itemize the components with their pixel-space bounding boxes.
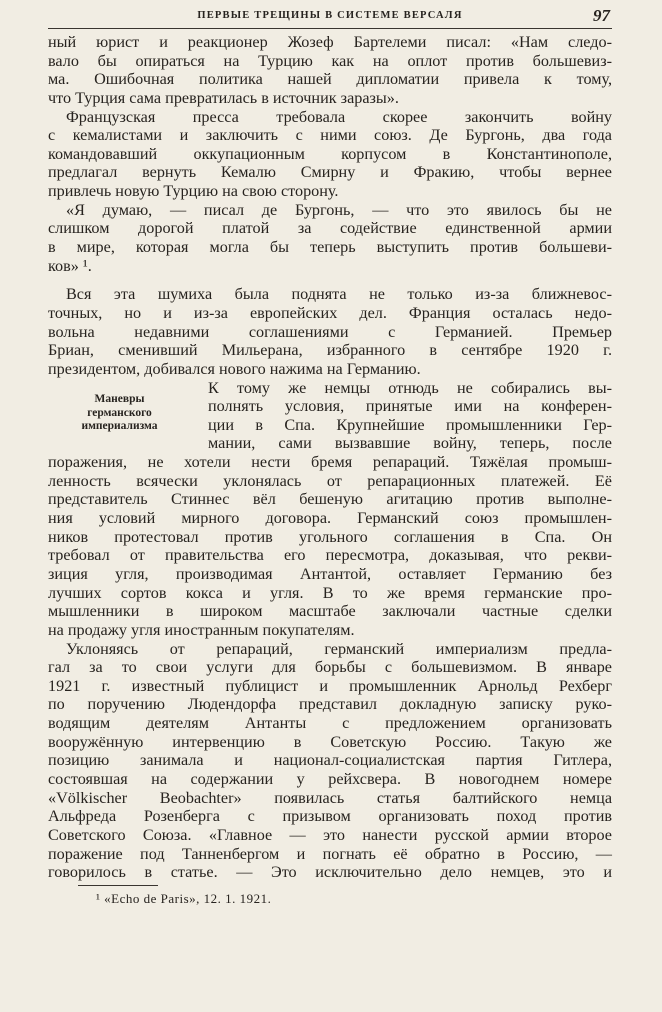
text-line: предлагал вернуть Кемалю Смирну и Фракию, чтобы вернее <box>48 163 612 182</box>
text-line: ции в Спа. Крупнейшие промышленники Гер- <box>208 415 612 434</box>
text-line: по поручению Людендорфа представил докладную записку руко- <box>48 695 612 714</box>
text-line: Бриан, сменивший Мильерана, избранного в сентябре 1920 г. <box>48 341 612 360</box>
text-line: ников протестовал против угольного соглашения в Спа. Он <box>48 527 612 546</box>
text-line: на продажу угля иностранным покупателям. <box>48 620 355 639</box>
text-line: 1921 г. известный публицист и промышленник Арнольд Рехберг <box>48 676 612 695</box>
text-line: зиция угля, производимая Антантой, оставляет Германию без <box>48 564 612 583</box>
text-line: гал за то свои услуги для борьбы с большевизмом. В январе <box>48 658 612 677</box>
text-line: требовал от правительства его пересмотра, доказывая, что рекви- <box>48 546 612 565</box>
text-line: поражения, не хотели нести бремя репараций. Тяжёлая промыш- <box>48 453 612 472</box>
text-line: позицию занимала и национал-социалистская партия Гитлера, <box>48 751 612 770</box>
text-line: Уклоняясь от репараций, германский империализм предла- <box>66 639 612 658</box>
text-line: президентом, добивался нового нажима на Германию. <box>48 359 421 378</box>
text-line: состоявшая на содержании у рейхсвера. В новогоднем номере <box>48 769 612 788</box>
text-line: Альфреда Розенберга с призывом организовать поход против <box>48 807 612 826</box>
text-line: ленность всячески уклонялась от репарационных платежей. Её <box>48 471 612 490</box>
text-line: с кемалистами и заключить с ними союз. Де Бургонь, два года <box>48 126 612 145</box>
margin-note-line: Маневры <box>94 393 145 405</box>
text-line: вооружённую интервенцию в Советскую Россию. Такую же <box>48 732 612 751</box>
text-line: полнять условия, принятые ими на конферен- <box>208 397 612 416</box>
text-line: поражение под Танненбергом и погнать её обратно в Россию, — <box>48 844 612 863</box>
text-line: слишком дорогой платой за содействие единственной армии <box>48 219 612 238</box>
text-line: Советского Союза. «Главное — это нанести русской армии второе <box>48 825 612 844</box>
text-line: вало бы опираться на Турцию как на оплот против большевиз- <box>48 51 612 70</box>
footnote: ¹ «Echo de Paris», 12. 1. 1921. <box>96 891 272 906</box>
text-line: «Völkischer Beobachter» появилась статья балтийского немца <box>48 788 612 807</box>
text-line: К тому же немцы отнюдь не собирались вы- <box>208 378 612 397</box>
running-title: ПЕРВЫЕ ТРЕЩИНЫ В СИСТЕМЕ ВЕРСАЛЯ <box>197 10 463 21</box>
text-line: ный юрист и реакционер Жозеф Бартелеми писал: «Нам следо- <box>48 33 612 51</box>
text-line: вольна недавними соглашениями с Германией. Премьер <box>48 322 612 341</box>
margin-note-line: германского <box>87 406 152 419</box>
running-head <box>48 6 612 29</box>
text-line: Французская пресса требовала скорее закончить войну <box>66 107 612 126</box>
text-line: привлечь новую Турцию на свою сторону. <box>48 182 339 201</box>
text-line: водящим деятелям Антанты с предложением организовать <box>48 714 612 733</box>
text-line: лучших сортов кокса и угля. В то же время германские про- <box>48 583 612 602</box>
text-line: «Я думаю, — писал де Бургонь, — что это явилось бы не <box>66 200 612 219</box>
text-line: мышленники в широком масштабе заключали частные сделки <box>48 602 612 621</box>
text-line: мании, сами вызвавшие войну, теперь, после <box>208 434 612 453</box>
text-line: ма. Ошибочная политика нашей дипломатии привела к тому, <box>48 70 612 89</box>
text-line: в мире, которая могла бы теперь выступить против большеви- <box>48 238 612 257</box>
text-line: ния условий мирного договора. Германский союз промышлен- <box>48 509 612 528</box>
text-line: что Турция сама превратилась в источник заразы». <box>48 88 399 107</box>
text-line: ков» ¹. <box>48 256 92 275</box>
text-line: точных, но и из-за европейских дел. Франция осталась недо- <box>48 303 612 322</box>
text-line: командовавший оккупационным корпусом в Константинополе, <box>48 144 612 163</box>
margin-note-line: империализма <box>81 420 158 432</box>
text-line: Вся эта шумиха была поднята не только из-за ближневос- <box>66 285 612 304</box>
text-line: говорилось в статье. — Это исключительно дело немцев, это и <box>48 863 612 882</box>
text-line: представитель Стиннес вёл бешеную агитацию против выполне- <box>48 490 612 509</box>
body-text <box>48 33 612 882</box>
footnote-divider <box>78 885 158 886</box>
page-number: 97 <box>593 6 610 25</box>
